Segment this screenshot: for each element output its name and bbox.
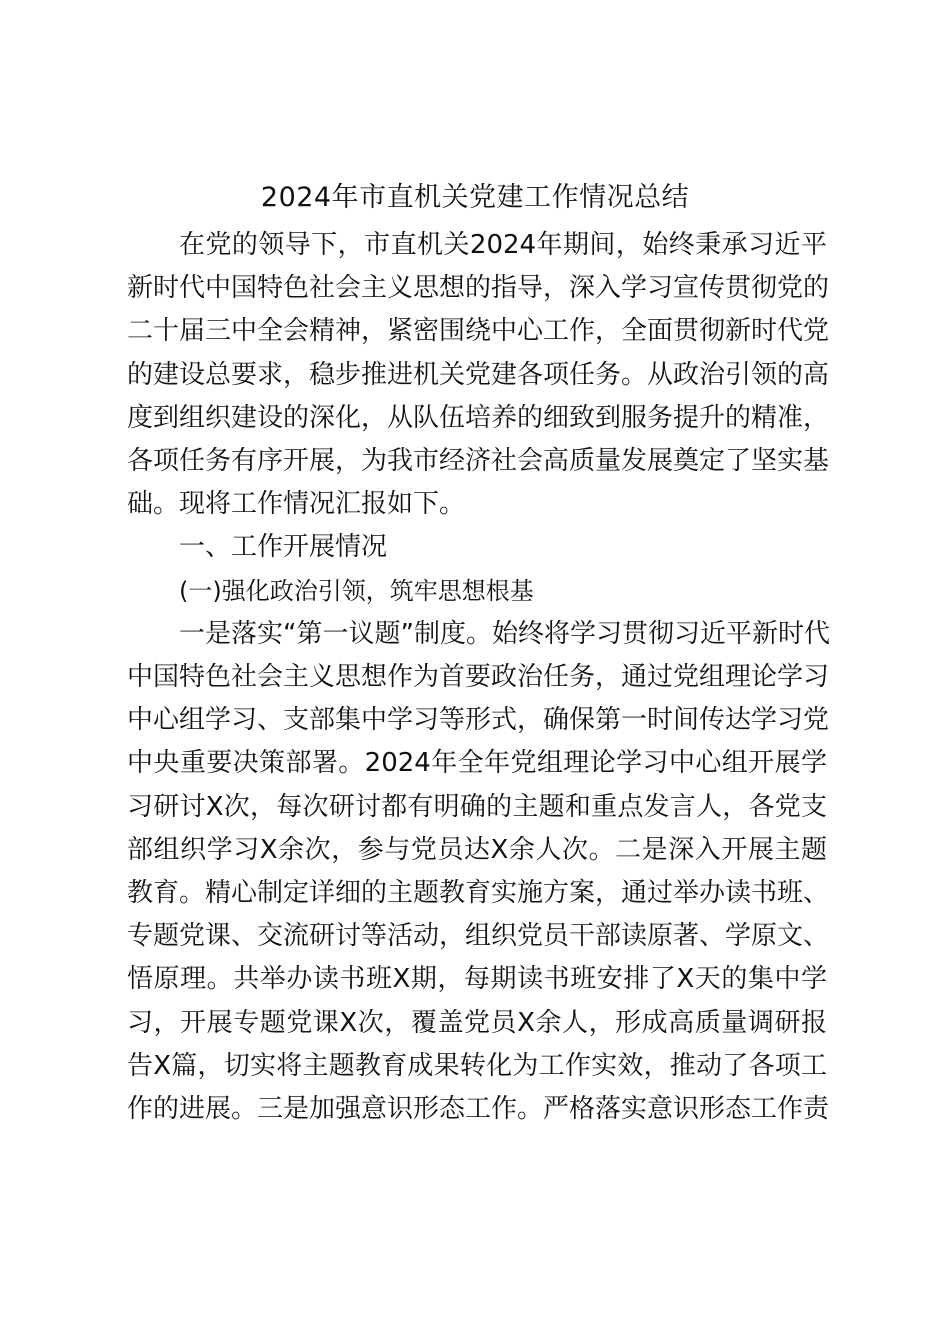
intro-line: 各项任务有序开展，为我市经济社会高质量发展奠定了坚实基 [127,446,830,477]
body-line: 作的进展。三是加强意识形态工作。严格落实意识形态工作责 [127,1094,830,1125]
intro-line: 新时代中国特色社会主义思想的指导，深入学习宣传贯彻党的 [127,273,830,304]
subsection-heading: (一)强化政治引领，筑牢思想根基 [179,576,534,605]
body-line: 专题党课、交流研讨等活动，组织党员干部读原著、学原文、 [127,921,830,952]
body-line: 部组织学习X余次，参与党员达X余人次。二是深入开展主题 [127,834,827,865]
body-line: 中心组学习、支部集中学习等形式，确保第一时间传达学习党 [127,705,830,736]
body-line: 悟原理。共举办读书班X期，每期读书班安排了X天的集中学 [127,964,827,995]
document-body [127,224,830,1131]
section-heading: 一、工作开展情况 [179,532,388,563]
intro-line: 二十届三中全会精神，紧密围绕中心工作，全面贯彻新时代党 [127,316,830,347]
document-title: 2024年市直机关党建工作情况总结 [260,182,690,213]
body-line: 中国特色社会主义思想作为首要政治任务，通过党组理论学习 [127,662,830,693]
intro-line: 的建设总要求，稳步推进机关党建各项任务。从政治引领的高 [127,359,830,390]
body-line: 告X篇，切实将主题教育成果转化为工作实效，推动了各项工 [127,1050,827,1081]
body-line: 中央重要决策部署。2024年全年党组理论学习中心组开展学 [127,748,827,779]
intro-line: 础。现将工作情况汇报如下。 [127,489,466,520]
body-line: 习，开展专题党课X次，覆盖党员X余人，形成高质量调研报 [127,1007,827,1038]
intro-line: 度到组织建设的深化，从队伍培养的细致到服务提升的精准， [127,402,830,433]
body-line: 习研讨X次，每次研讨都有明确的主题和重点发言人，各党支 [127,791,827,822]
body-line: 一是落实“第一议题”制度。始终将学习贯彻习近平新时代 [179,618,830,649]
body-line: 教育。精心制定详细的主题教育实施方案，通过举办读书班、 [127,878,830,909]
intro-line: 在党的领导下，市直机关2024年期间，始终秉承习近平 [179,230,827,260]
